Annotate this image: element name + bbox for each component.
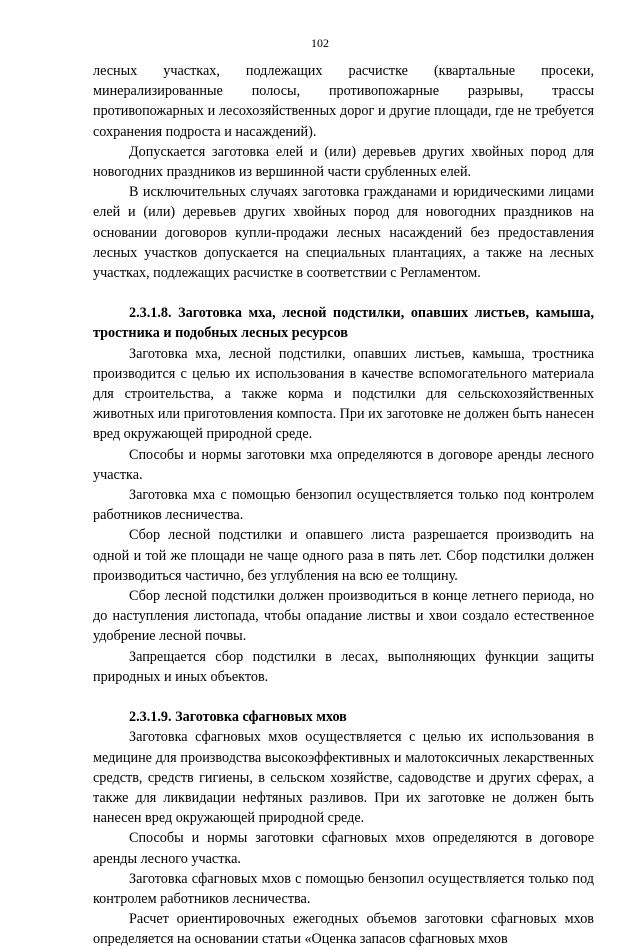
paragraph: Способы и нормы заготовки мха определяются в договоре аренды лесного участка. [93,446,594,483]
paragraph: Заготовка сфагновых мхов осуществляется с целью их использования в медицине для производства высокоэффективных и малотоксичных лекарственных средств, средств гигиены, в сельском хозяйстве, садоводстве и других сферах, а также для ликвидации нефтяных разливов. При их заготовке не должен быть нанесен вред окружающей природной среде. [93,729,594,827]
paragraph: Расчет ориентировочных ежегодных объемов заготовки сфагновых мхов определяется на основании статьи «Оценка запасов сфагновых мхов [93,911,594,948]
section-heading: 2.3.1.9. Заготовка сфагновых мхов [129,709,347,726]
page-content [93,61,594,950]
paragraph: Заготовка мха с помощью бензопил осуществляется только под контролем работников лесничества. [93,487,594,524]
paragraph-continuation: лесных участках, подлежащих расчистке (квартальные просеки, минерализированные полосы, противопожарные разрывы, трассы противопожарных и лесохозяйственных дорог и другие площади, где не требуется сохранения подроста и насаждений). [93,63,594,140]
paragraph: Сбор лесной подстилки и опавшего листа разрешается производить на одной и той же площади не чаще одного раза в пять лет. Сбор подстилки должен производиться частично, без углубления на всю ее толщину. [93,527,594,584]
page-number: 102 [311,36,329,50]
paragraph: Сбор лесной подстилки должен производиться в конце летнего периода, но до наступления листопада, чтобы опадание листвы и хвои создало естественное удобрение лесной почвы. [93,588,594,645]
paragraph: Способы и нормы заготовки сфагновых мхов определяются в договоре аренды лесного участка. [93,830,594,867]
paragraph: В исключительных случаях заготовка гражданами и юридическими лицами елей и (или) деревьев других хвойных пород для новогодних праздников на основании договоров купли-продажи лесных насаждений без предоставления лесных участков допускается на специальных плантациях, а также на лесных участках, подлежащих расчистке в соответствии с Регламентом. [93,184,594,282]
paragraph: Допускается заготовка елей и (или) деревьев других хвойных пород для новогодних праздников из вершинной части срубленных елей. [93,143,594,181]
paragraph: Заготовка сфагновых мхов с помощью бензопил осуществляется только под контролем работников лесничества. [93,870,594,907]
paragraph: Заготовка мха, лесной подстилки, опавших листьев, камыша, тростника производится с целью их использования в качестве вспомогательного материала для строительства, а также корма и подстилки для сельскохозяйственных животных или приготовления компоста. При их заготовке не должен быть нанесен вред окружающей природной среде. [93,345,594,443]
paragraph: Запрещается сбор подстилки в лесах, выполняющих функции защиты природных и иных объектов. [93,648,594,685]
section-heading: 2.3.1.8. Заготовка мха, лесной подстилки, опавших листьев, камыша, тростника и подобных лесных ресурсов [93,305,594,342]
